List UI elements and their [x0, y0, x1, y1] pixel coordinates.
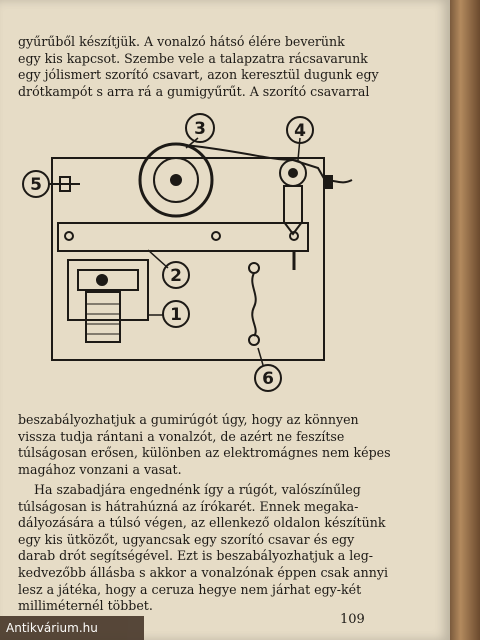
writing-machine-diagram	[18, 110, 358, 395]
text-line: gyűrűből készítjük. A vonalzó hátsó élére beverünk	[18, 34, 345, 49]
text-line: magához vonzani a vasat.	[18, 461, 182, 477]
text-line: darab drót segítségével. Ezt is beszabályozhatjuk a leg-	[18, 548, 374, 564]
lever-arm	[58, 223, 308, 251]
callout-label: 6	[262, 369, 274, 389]
callout-label: 1	[170, 305, 182, 325]
paragraph-bottom	[18, 482, 418, 615]
watermark: Antikvárium.hu	[0, 616, 144, 640]
book-spine	[450, 0, 480, 640]
callout-label: 4	[294, 121, 306, 141]
text-line: lesz a játéka, hogy a ceruza hegye nem járhat egy-két	[18, 581, 362, 597]
paragraph-middle	[18, 412, 418, 478]
text-line: milliméternél többet.	[18, 598, 153, 614]
text-line: egy kis kapcsot. Szembe vele a talapzatra rácsavarunk	[18, 50, 368, 66]
text-line: vissza tudja rántani a vonalzót, de azért ne feszítse	[18, 428, 345, 444]
text-line: Ha szabadjára engednénk így a rúgót, valószínűleg	[34, 482, 361, 497]
text-line: beszabályozhatjuk a gumirúgót úgy, hogy az könnyen	[18, 412, 359, 427]
callout-label: 5	[30, 175, 42, 195]
text-line: egy kis ütközőt, ugyancsak egy szorító csavar és egy	[18, 531, 355, 547]
callout-label: 3	[194, 119, 206, 139]
rubber-spring	[252, 273, 255, 336]
paragraph-top	[18, 34, 418, 100]
text-line: túlságosan erősen, különben az elektromágnes nem képes	[18, 445, 391, 461]
text-line: drótkampót s arra rá a gumigyűrűt. A szorító csavarral	[18, 83, 370, 99]
text-line: dályozására a túlsó végen, az ellenkező oldalon készítünk	[18, 515, 386, 531]
callout-label: 2	[170, 266, 182, 286]
text-line: kedvezőbb állásba s akkor a vonalzónak éppen csak annyi	[18, 564, 389, 580]
text-line: egy jólismert szorító csavart, azon keresztül dugunk egy	[18, 67, 379, 83]
spring-anchor	[249, 263, 259, 273]
text-line: túlságosan is hátrahúzná az írókarét. Ennek megaka-	[18, 498, 359, 514]
pencil	[284, 186, 302, 234]
page-number: 109	[340, 612, 365, 627]
